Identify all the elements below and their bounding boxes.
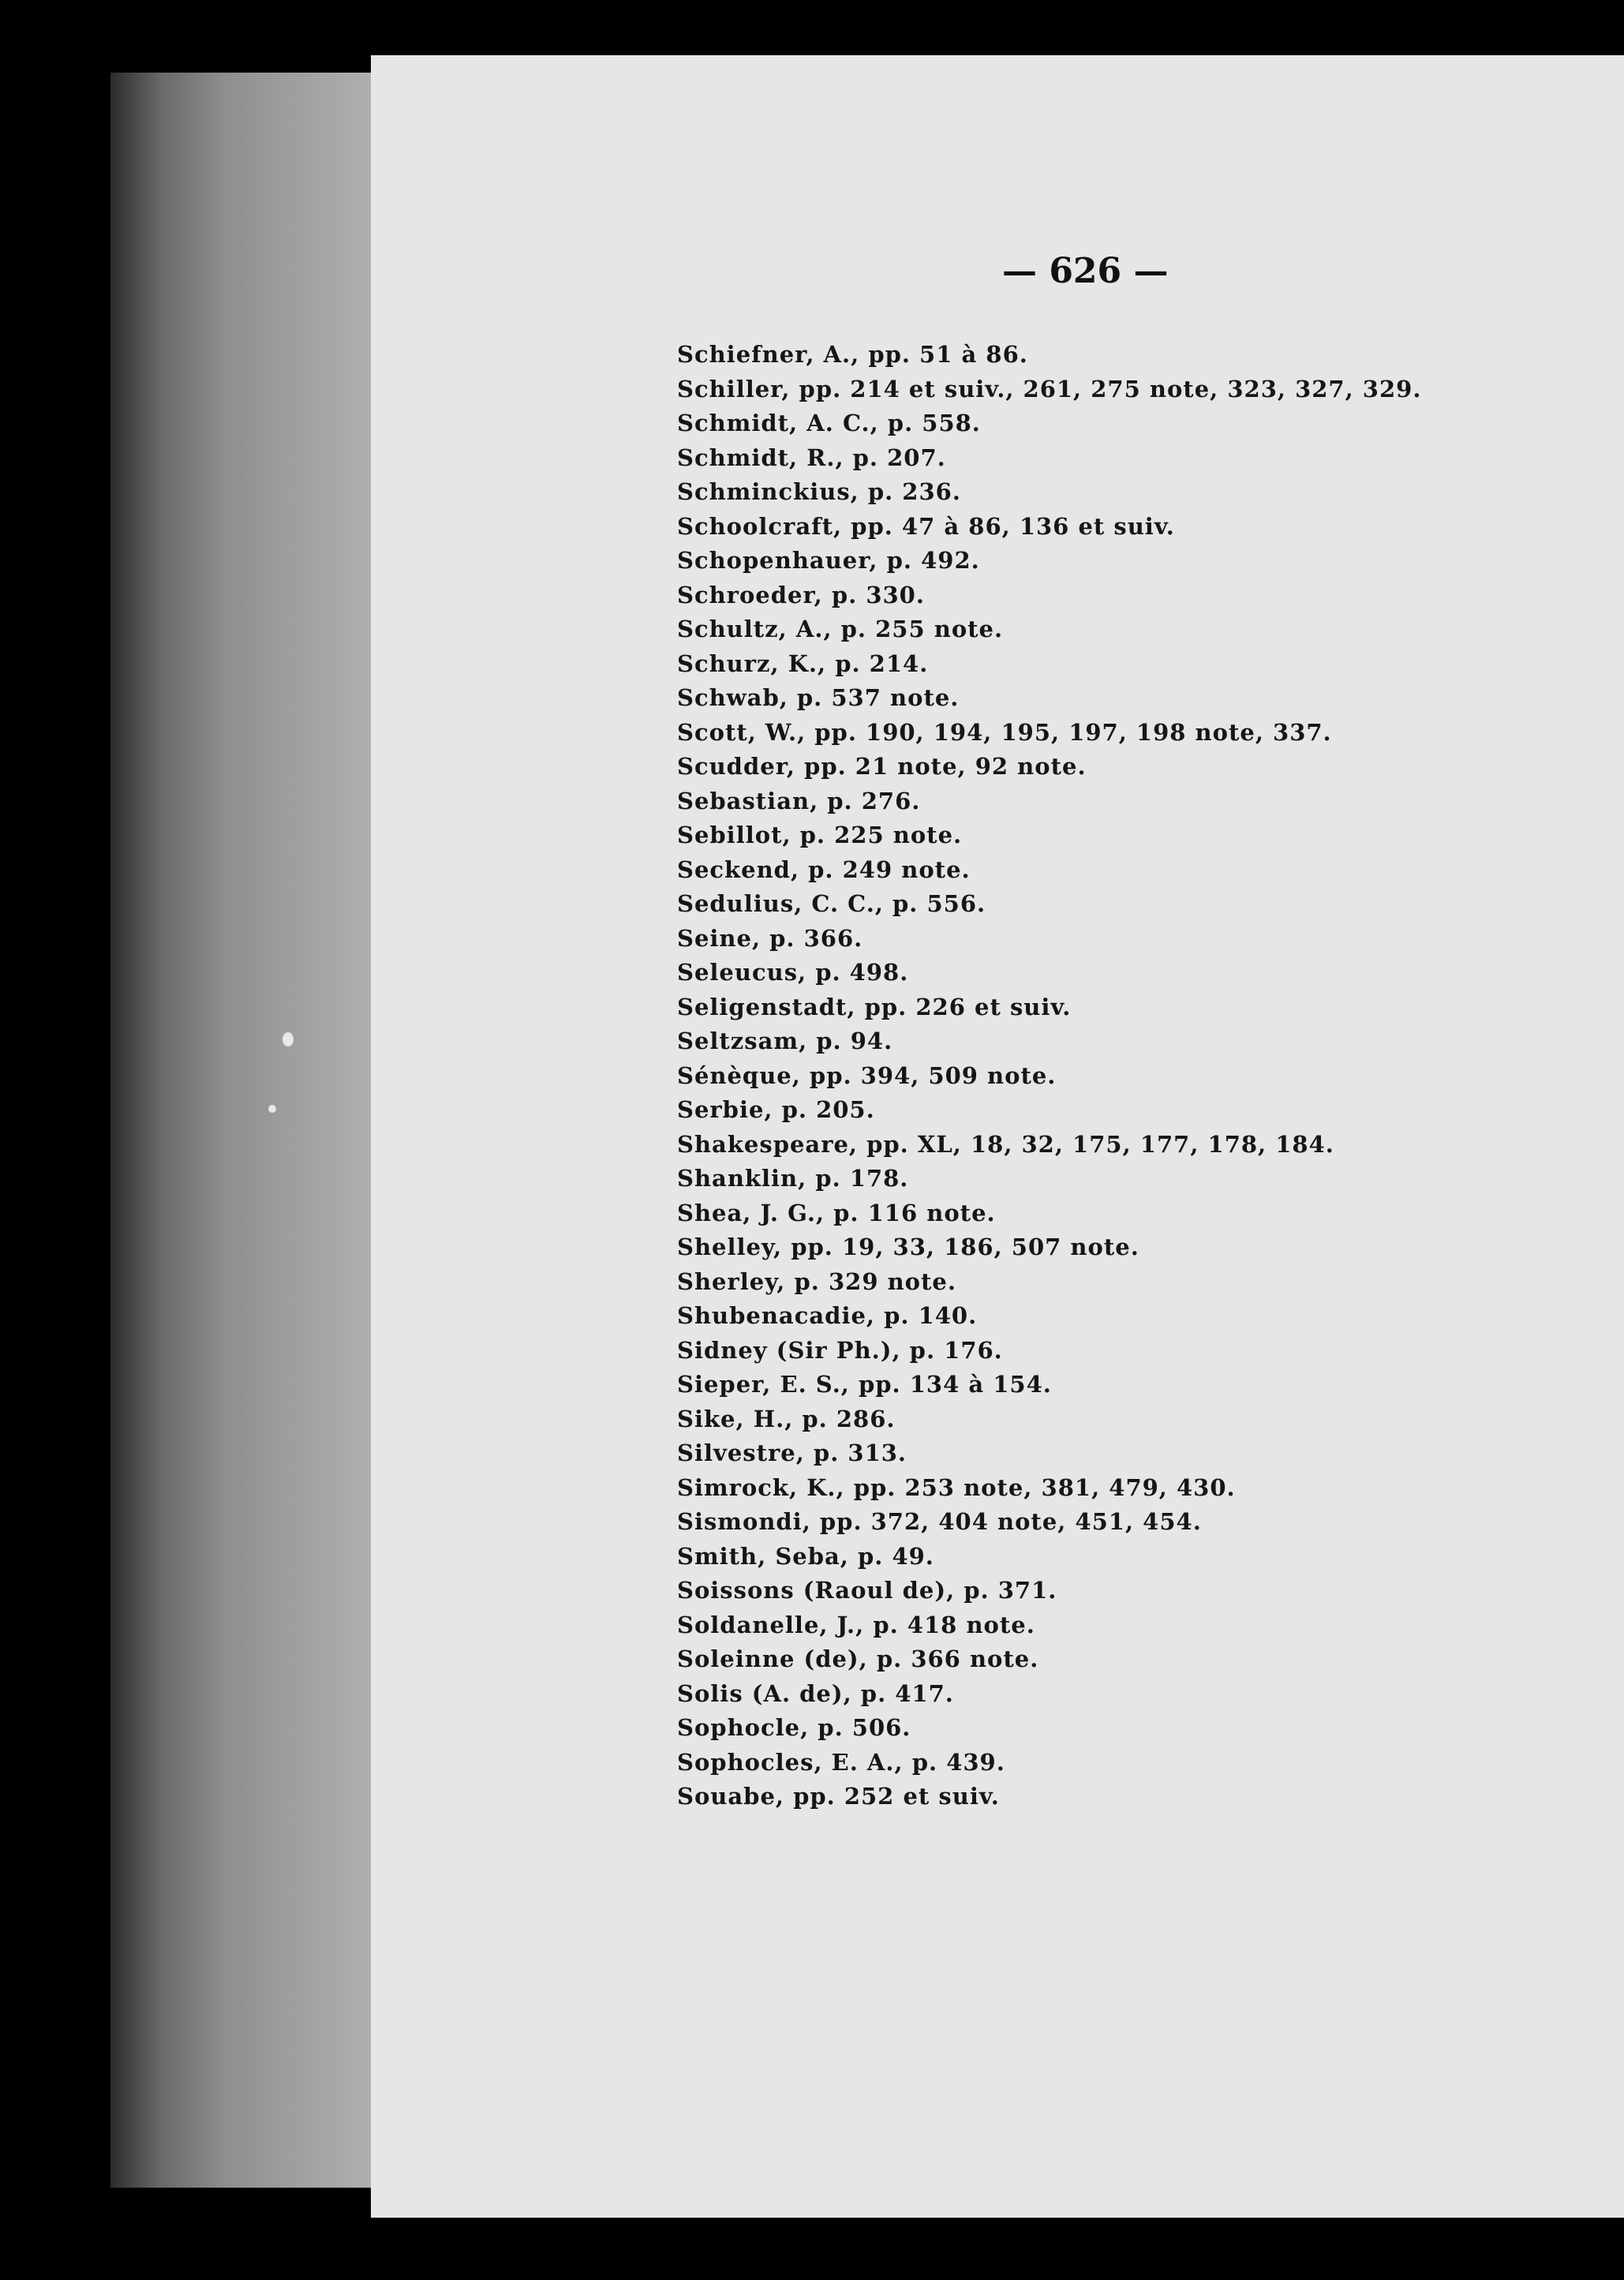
index-entry: Seine, p. 366.: [677, 924, 863, 952]
index-entry: Shubenacadie, p. 140.: [677, 1302, 978, 1329]
index-entry: Schwab, p. 537 note.: [677, 684, 960, 711]
index-entry: Sedulius, C. C., p. 556.: [677, 890, 986, 917]
index-entry: Sieper, E. S., pp. 134 à 154.: [677, 1371, 1052, 1398]
index-entry: Schmidt, R., p. 207.: [677, 444, 946, 471]
index-entry: Sebastian, p. 276.: [677, 787, 921, 814]
index-entry: Shakespeare, pp. XL, 18, 32, 175, 177, 178, 184.: [677, 1130, 1334, 1158]
index-entry: Shanklin, p. 178.: [677, 1165, 909, 1192]
index-entry: Schoolcraft, pp. 47 à 86, 136 et suiv.: [677, 512, 1175, 540]
index-entry: Schmidt, A. C., p. 558.: [677, 410, 981, 436]
index-entry: Souabe, pp. 252 et suiv.: [677, 1783, 1000, 1810]
index-entry: Soissons (Raoul de), p. 371.: [677, 1577, 1057, 1604]
index-entry: Sidney (Sir Ph.), p. 176.: [677, 1336, 1003, 1364]
index-entry: Soleinne (de), p. 366 note.: [677, 1645, 1039, 1672]
index-entry: Schiefner, A., pp. 51 à 86.: [677, 341, 1028, 368]
index-entry: Serbie, p. 205.: [677, 1096, 875, 1123]
index-entries: [677, 338, 1585, 1814]
index-entry: Seligenstadt, pp. 226 et suiv.: [677, 993, 1072, 1020]
index-entry: Soldanelle, J., p. 418 note.: [677, 1611, 1035, 1638]
index-entry: Seckend, p. 249 note.: [677, 855, 971, 883]
index-entry: Scudder, pp. 21 note, 92 note.: [677, 753, 1087, 780]
scan-speck: [268, 1105, 276, 1113]
index-entry: Simrock, K., pp. 253 note, 381, 479, 430.: [677, 1473, 1236, 1501]
index-entry: Sherley, p. 329 note.: [677, 1267, 956, 1295]
index-entry: Schultz, A., p. 255 note.: [677, 616, 1004, 642]
index-entry: Schroeder, p. 330.: [677, 581, 925, 608]
page-number: — 626 —: [1002, 251, 1169, 291]
index-entry: Schurz, K., p. 214.: [677, 650, 929, 677]
index-entry: Solis (A. de), p. 417.: [677, 1679, 954, 1707]
index-entry: Schiller, pp. 214 et suiv., 261, 275 note, 323, 327, 329.: [677, 375, 1422, 402]
index-entry: Sismondi, pp. 372, 404 note, 451, 454.: [677, 1508, 1202, 1535]
index-entry: Sike, H., p. 286.: [677, 1405, 896, 1432]
index-entry: Schopenhauer, p. 492.: [677, 547, 980, 574]
index-entry: Sebillot, p. 225 note.: [677, 822, 963, 848]
index-entry: Sophocles, E. A., p. 439.: [677, 1748, 1005, 1776]
index-entry: Silvestre, p. 313.: [677, 1440, 907, 1466]
index-entry: Scott, W., pp. 190, 194, 195, 197, 198 note, 337.: [677, 718, 1332, 746]
index-entry: Shelley, pp. 19, 33, 186, 507 note.: [677, 1234, 1139, 1260]
index-entry: Shea, J. G., p. 116 note.: [677, 1199, 996, 1226]
index-entry: Smith, Seba, p. 49.: [677, 1542, 934, 1570]
index-entry: Sénèque, pp. 394, 509 note.: [677, 1061, 1057, 1089]
index-entry: Schminckius, p. 236.: [677, 478, 961, 505]
binding-gutter: [110, 73, 395, 2188]
index-entry: Sophocle, p. 506.: [677, 1714, 911, 1741]
scan-speck: [283, 1032, 294, 1046]
index-entry: Seleucus, p. 498.: [677, 959, 909, 986]
index-entry: Seltzsam, p. 94.: [677, 1028, 893, 1054]
